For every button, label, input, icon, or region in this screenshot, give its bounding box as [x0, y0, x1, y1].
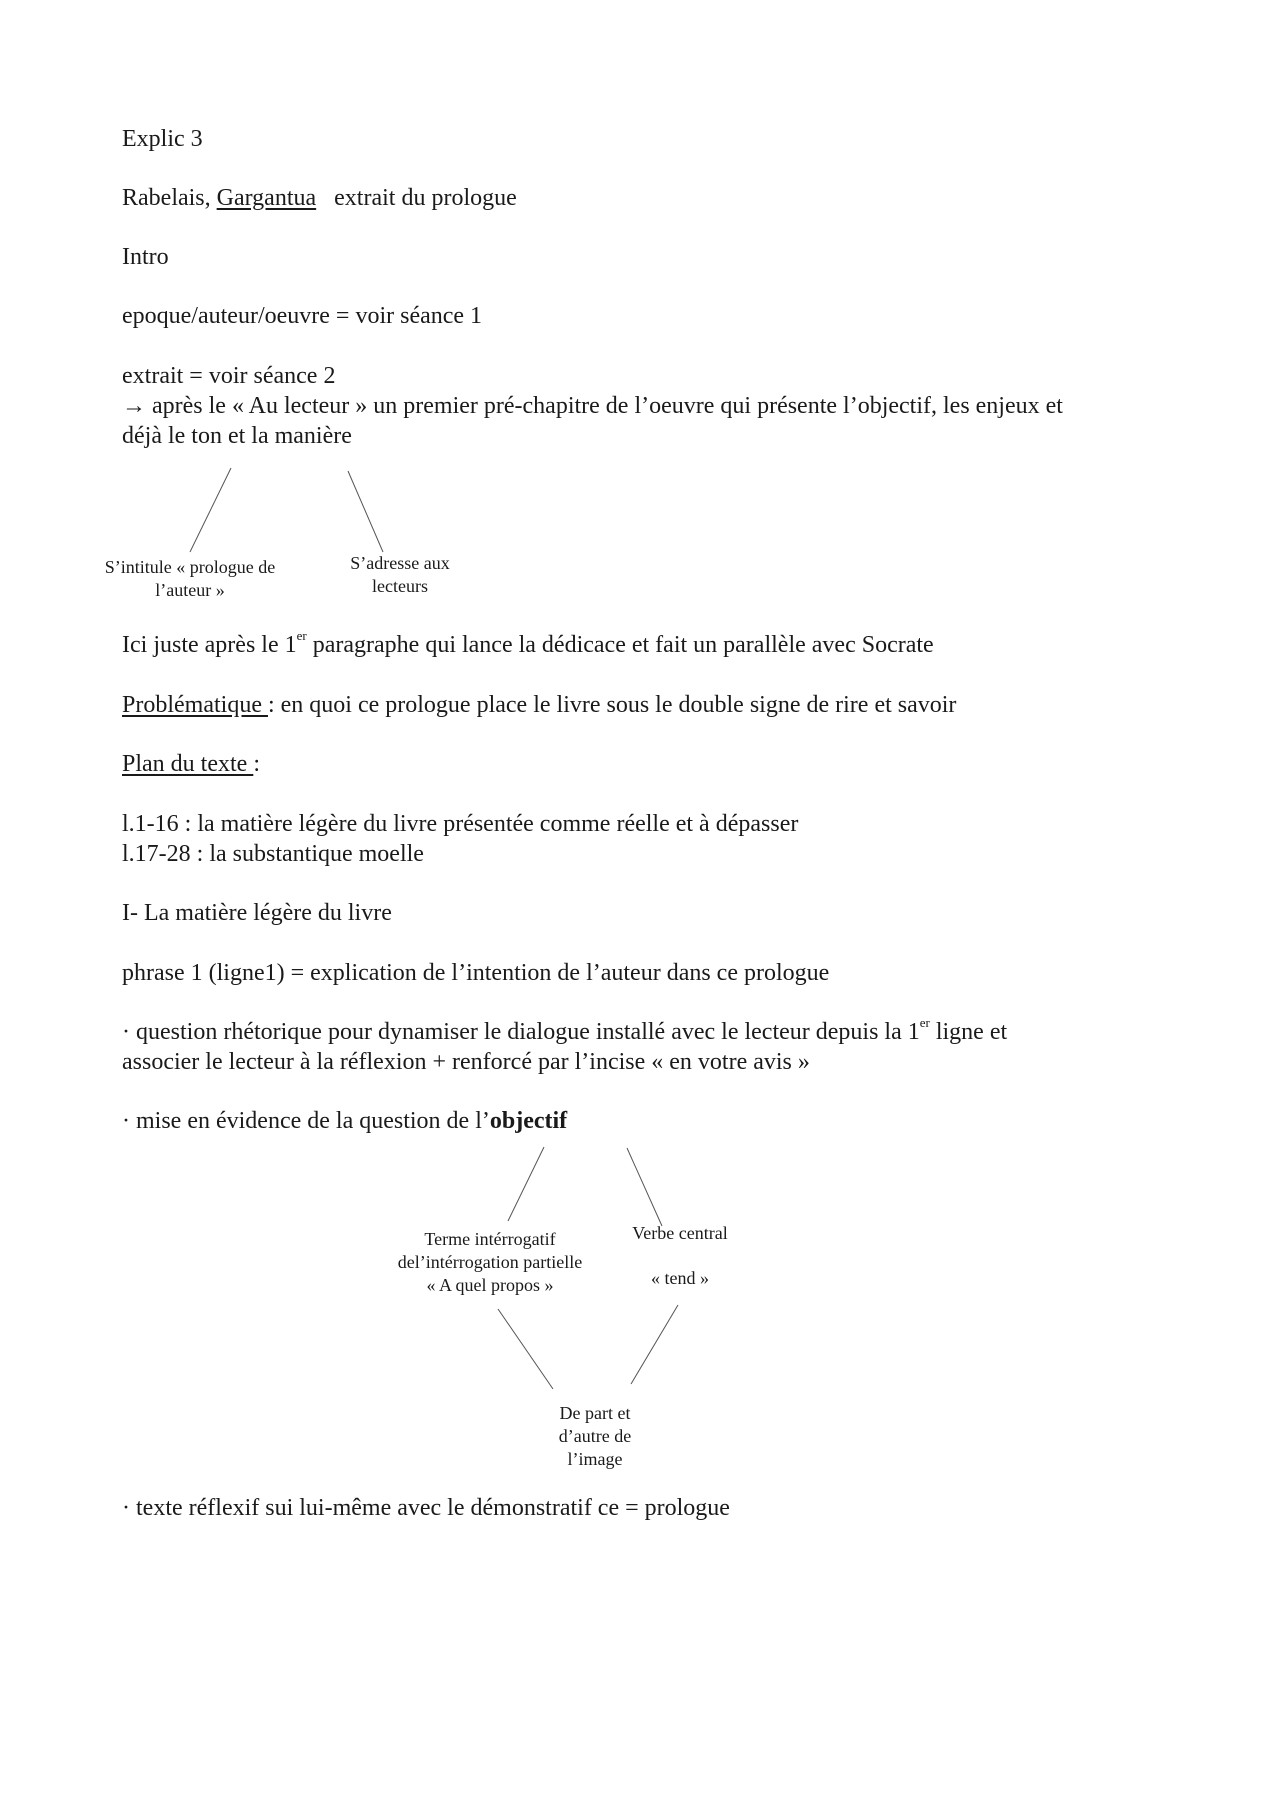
diagram1-left-label-line: l’auteur » [155, 580, 225, 600]
connector-line [498, 1309, 553, 1389]
intro-line-2: extrait = voir séance 2 [122, 363, 336, 389]
plan-heading [122, 749, 260, 779]
diagram2-left-label [380, 1228, 600, 1297]
problematique-label: Problématique [122, 692, 268, 718]
connector-line [627, 1148, 662, 1226]
intro-line-4: déjà le ton et la manière [122, 423, 352, 449]
context-text: paragraphe qui lance la dédicace et fait un parallèle avec Socrate [306, 632, 934, 658]
intro-line-1: epoque/auteur/oeuvre = voir séance 1 [122, 303, 483, 329]
part1-phrase1: phrase 1 (ligne1) = explication de l’intention de l’auteur dans ce prologue [122, 960, 830, 986]
diagram1-left-label-line: S’intitule « prologue de [104, 557, 276, 577]
document-title: Explic 3 [122, 126, 203, 152]
plan-item: l.1-16 : la matière légère du livre présentée comme réelle et à dépasser [122, 811, 799, 837]
diagram2-left-line: Terme intérrogatif [424, 1229, 556, 1249]
source-extract: extrait du prologue [334, 185, 517, 211]
diagram2-right-line: Verbe central [632, 1223, 728, 1243]
problematique-text: : en quoi ce prologue place le livre sous le double signe de rire et savoir [267, 692, 957, 718]
plan-item: l.17-28 : la substantique moelle [122, 841, 424, 867]
source-author: Rabelais, [122, 185, 211, 211]
diagram2-bottom-line: d’autre de [558, 1426, 632, 1446]
diagram2-bottom-line: De part et [559, 1403, 631, 1423]
diagram1-right-label-line: lecteurs [372, 576, 428, 596]
connector-line [190, 468, 231, 552]
diagram2-bottom-line: l’image [567, 1449, 623, 1469]
context-line [122, 630, 934, 660]
context-text: Ici juste après le 1 [122, 632, 297, 658]
bullet-bold-text: objectif [489, 1108, 568, 1134]
bullet-text: ligne et [929, 1019, 1008, 1045]
bullet-text: · question rhétorique pour dynamiser le dialogue installé avec le lecteur depuis la 1 [122, 1019, 920, 1045]
source-work: Gargantua [216, 185, 317, 211]
diagram2-left-line: « A quel propos » [426, 1275, 554, 1295]
diagram2-left-line: del’intérrogation partielle [397, 1252, 583, 1272]
diagram1-right-label [330, 552, 470, 598]
superscript: er [919, 1015, 930, 1030]
bullet-3: · texte réflexif sui lui-même avec le démonstratif ce = prologue [122, 1495, 730, 1521]
plan-label: Plan du texte [122, 751, 254, 777]
connector-line [348, 471, 383, 552]
superscript: er [296, 628, 307, 643]
problematique-line [122, 690, 956, 720]
intro-line-3: → après le « Au lecteur » un premier pré-chapitre de l’oeuvre qui présente l’objectif, les enjeux et [122, 393, 1063, 419]
bullet-text: · mise en évidence de la question de l’ [122, 1108, 490, 1134]
connector-line [631, 1305, 678, 1384]
part1-heading: I- La matière légère du livre [122, 900, 392, 926]
bullet-1-line-2: associer le lecteur à la réflexion + renforcé par l’incise « en votre avis » [122, 1049, 810, 1075]
diagram2-right-line: « tend » [651, 1268, 709, 1288]
plan-colon: : [253, 751, 260, 777]
intro-heading: Intro [122, 244, 169, 270]
connector-line [508, 1147, 544, 1221]
bullet-2 [122, 1106, 567, 1136]
diagram2-right-label [610, 1222, 750, 1290]
diagram2-bottom-label [530, 1402, 660, 1471]
diagram1-left-label [90, 556, 290, 602]
diagram1-right-label-line: S’adresse aux [350, 553, 450, 573]
bullet-1-line-1 [122, 1017, 1007, 1047]
